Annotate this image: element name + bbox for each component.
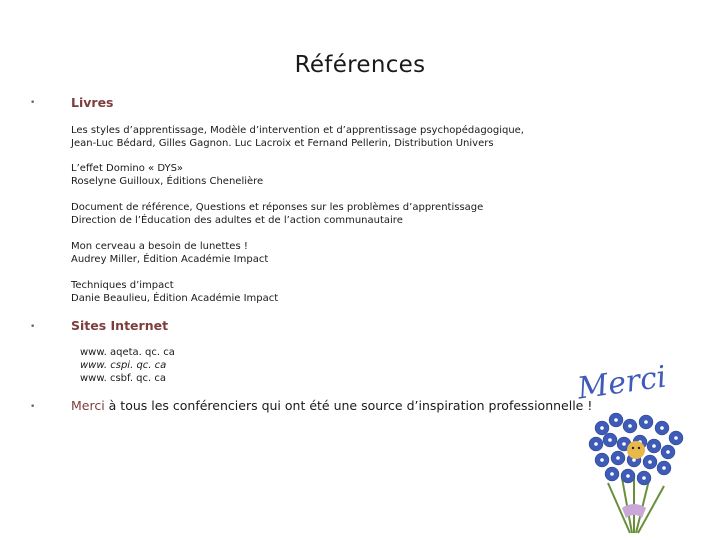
reference-item [71, 201, 483, 227]
merci-logo-text: Merci [575, 359, 669, 407]
reference-title: L’effet Domino « DYS» [71, 163, 184, 174]
page-title: Références [294, 52, 426, 78]
reference-item [71, 124, 524, 150]
site-link[interactable]: www. cspi. qc. ca [80, 360, 167, 371]
merci-bouquet-image [572, 358, 692, 538]
bullet-marker: • [30, 98, 36, 108]
reference-author: Direction de l’Éducation des adultes et de l’action communautaire [71, 215, 403, 226]
section-heading-livres: Livres [71, 95, 114, 110]
site-link[interactable]: www. csbf. qc. ca [80, 373, 167, 384]
reference-author: Danie Beaulieu, Édition Académie Impact [71, 293, 279, 304]
reference-item [71, 240, 268, 266]
reference-item [71, 279, 278, 305]
reference-author: Roselyne Guilloux, Éditions Chenelière [71, 176, 264, 187]
reference-author: Jean-Luc Bédard, Gilles Gagnon. Luc Lacroix et Fernand Pellerin, Distribution Univers [71, 138, 494, 149]
bullet-marker: • [30, 322, 36, 332]
reference-title: Document de référence, Questions et réponses sur les problèmes d’apprentissage [71, 202, 484, 213]
site-link[interactable]: www. aqeta. qc. ca [80, 347, 175, 358]
thanks-word: Merci [71, 398, 105, 413]
reference-item [71, 162, 263, 188]
reference-title: Les styles d’apprentissage, Modèle d’intervention et d’apprentissage psychopédagogique, [71, 125, 524, 136]
thanks-line [71, 398, 592, 413]
site-list [80, 346, 175, 385]
bullet-marker: • [30, 402, 36, 412]
section-heading-sites: Sites Internet [71, 318, 169, 333]
reference-title: Techniques d’impact [71, 280, 174, 291]
thanks-text: à tous les conférenciers qui ont été une source d’inspiration professionnelle ! [104, 398, 593, 413]
reference-author: Audrey Miller, Édition Académie Impact [71, 254, 269, 265]
reference-title: Mon cerveau a besoin de lunettes ! [71, 241, 248, 252]
